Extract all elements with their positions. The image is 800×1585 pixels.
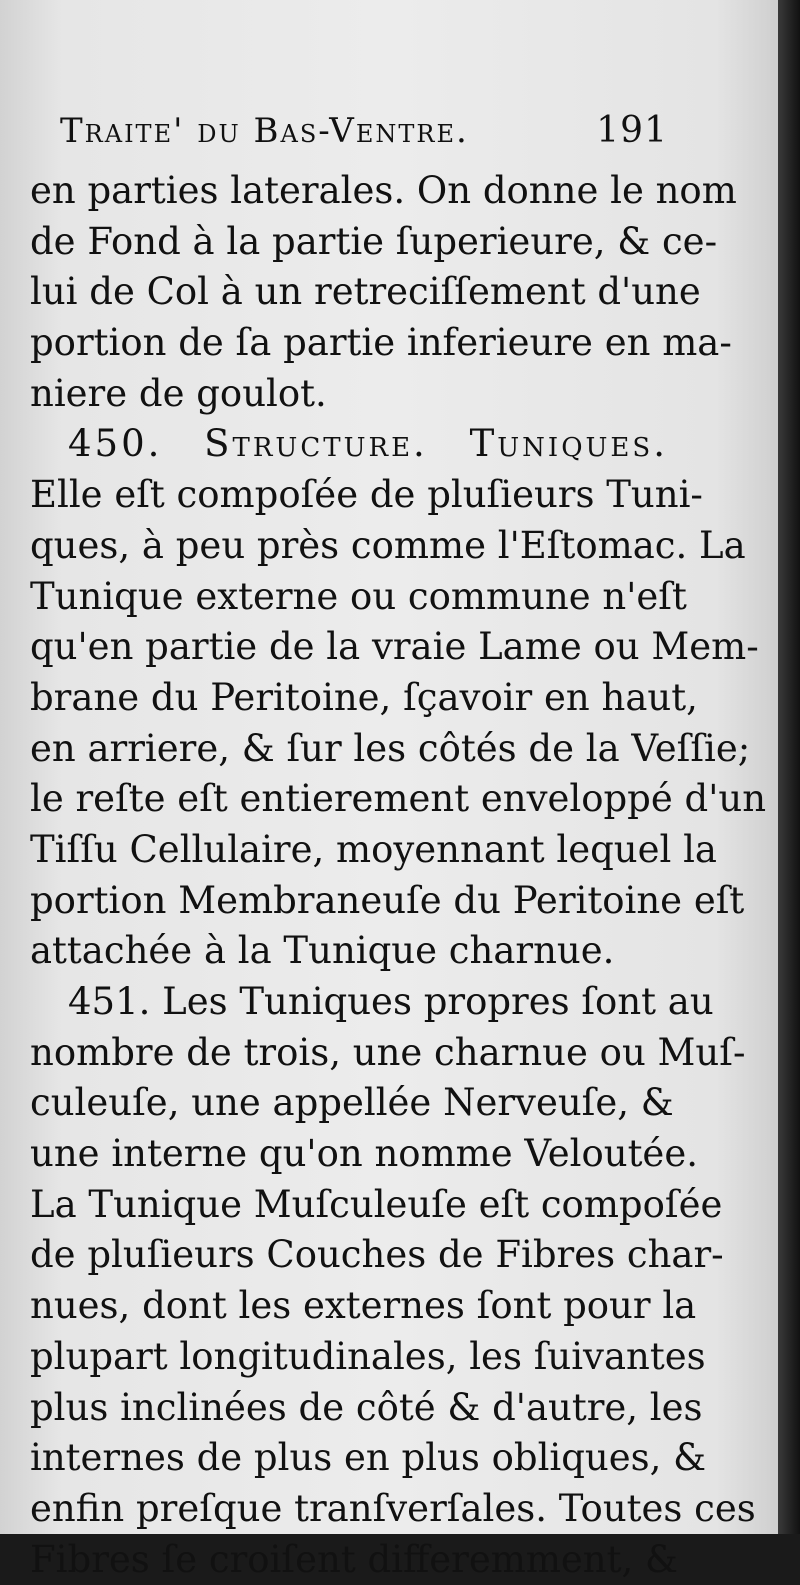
text-line: brane du Peritoine, ſçavoir en haut, — [30, 675, 698, 719]
text-line: le reſte eſt entierement enveloppé d'un — [30, 777, 767, 821]
text-line: Elle eſt compoſée de pluſieurs Tuni- — [30, 473, 703, 517]
text-line: enfin preſque tranſverſales. Toutes ces — [30, 1486, 756, 1530]
text-line: 451. Les Tuniques propres ſont au — [68, 980, 714, 1023]
text-line: de pluſieurs Couches de Fibres char- — [30, 1233, 724, 1277]
text-line: La Tunique Muſculeuſe eſt compoſée — [30, 1182, 723, 1226]
running-head-title: Traite' du Bas-Ventre. — [60, 111, 469, 151]
text-line: attachée à la Tunique charnue. — [30, 929, 615, 973]
text-line: en parties laterales. On donne le nom — [30, 169, 737, 212]
section-heading: 450. Structure. Tuniques. — [68, 422, 668, 466]
running-head — [30, 110, 668, 166]
page-number: 191 — [596, 110, 668, 151]
text-line: Tunique externe ou commune n'eſt — [30, 574, 687, 618]
text-block — [30, 110, 767, 1585]
text-line: nombre de trois, une charnue ou Muſ- — [30, 1030, 746, 1074]
text-line: lui de Col à un retreciſſement d'une — [30, 270, 701, 314]
text-line: Fibres ſe croiſent differemment, & — [30, 1537, 678, 1581]
text-line: plupart longitudinales, les ſuivantes — [30, 1334, 706, 1378]
paragraph-3 — [30, 977, 756, 1585]
paragraph-1 — [30, 166, 737, 419]
text-line: niere de goulot. — [30, 371, 327, 415]
text-line: portion de ſa partie inferieure en ma- — [30, 321, 732, 365]
page-edge — [778, 0, 800, 1534]
text-line: nues, dont les externes ſont pour la — [30, 1284, 697, 1328]
paragraph-2 — [30, 419, 767, 977]
text-line: qu'en partie de la vraie Lame ou Mem- — [30, 625, 759, 669]
text-line: plus inclinées de côté & d'autre, les — [30, 1385, 703, 1429]
text-line: une interne qu'on nomme Veloutée. — [30, 1132, 698, 1176]
text-line: culeuſe, une appellée Nerveuſe, & — [30, 1081, 674, 1125]
text-line: en arriere, & ſur les côtés de la Veſſie; — [30, 726, 751, 770]
text-line: de Fond à la partie ſuperieure, & ce- — [30, 219, 718, 263]
text-line: internes de plus en plus obliques, & — [30, 1436, 707, 1480]
text-line: portion Membraneuſe du Peritoine eſt — [30, 878, 745, 922]
text-line: Tiſſu Cellulaire, moyennant lequel la — [30, 827, 717, 871]
text-line: ques, à peu près comme l'Eſtomac. La — [30, 523, 746, 567]
